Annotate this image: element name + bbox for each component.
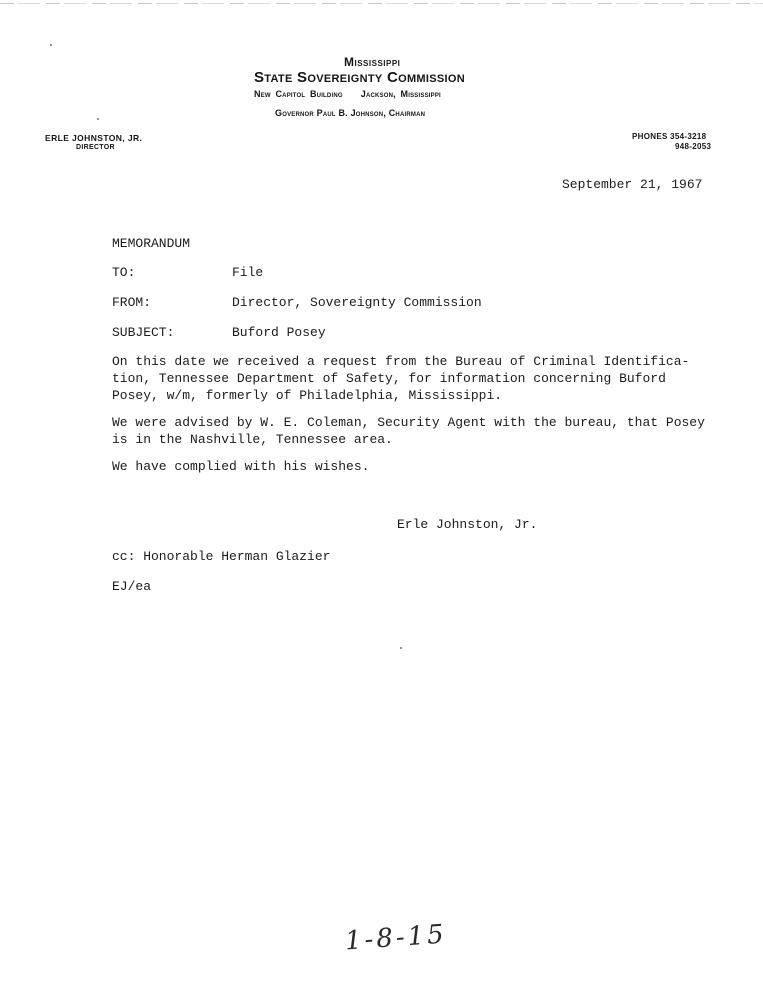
subject-value: Buford Posey	[232, 325, 326, 340]
handwritten-note: 1-8-15	[344, 919, 448, 957]
director-name: ERLE JOHNSTON, JR.	[45, 133, 143, 143]
scan-speck	[97, 118, 99, 120]
from-label: FROM:	[112, 295, 152, 310]
cc-line: cc: Honorable Herman Glazier	[112, 549, 331, 564]
memo-date: September 21, 1967	[562, 177, 703, 192]
memo-heading: MEMORANDUM	[112, 236, 191, 251]
scan-edge-line	[0, 3, 763, 4]
letterhead-address	[254, 89, 441, 99]
signature-line: Erle Johnston, Jr.	[397, 517, 538, 532]
scan-speck	[50, 44, 52, 46]
from-value: Director, Sovereignty Commission	[232, 295, 482, 310]
letterhead-state: Mississippi	[344, 55, 401, 69]
to-value: File	[232, 265, 264, 280]
memo-paragraph-3: We have complied with his wishes.	[112, 459, 370, 474]
memo-paragraph-2: We were advised by W. E. Coleman, Security Agent with the bureau, that Posey is in the Nashville, Tennessee area.	[112, 415, 705, 447]
phone-numbers-primary: PHONES 354-3218	[632, 132, 707, 141]
typist-initials: EJ/ea	[112, 579, 152, 594]
letterhead-building: New Capitol Building	[254, 89, 343, 99]
memo-paragraph-1: On this date we received a request from the Bureau of Criminal Identifica- tion, Tennessee Department of Safety, for information concerning Buford Posey, w/m, formerly of Philadelphia, Mississippi.	[112, 354, 690, 403]
phone-numbers-secondary: 948-2053	[675, 142, 712, 151]
letterhead-governor: Governor Paul B. Johnson, Chairman	[275, 108, 426, 118]
letterhead-commission: State Sovereignty Commission	[254, 69, 465, 86]
subject-label: SUBJECT:	[112, 325, 175, 340]
scan-speck	[400, 647, 402, 649]
director-title: DIRECTOR	[76, 144, 115, 151]
letterhead-city: Jackson, Mississippi	[360, 89, 441, 99]
to-label: TO:	[112, 265, 136, 280]
